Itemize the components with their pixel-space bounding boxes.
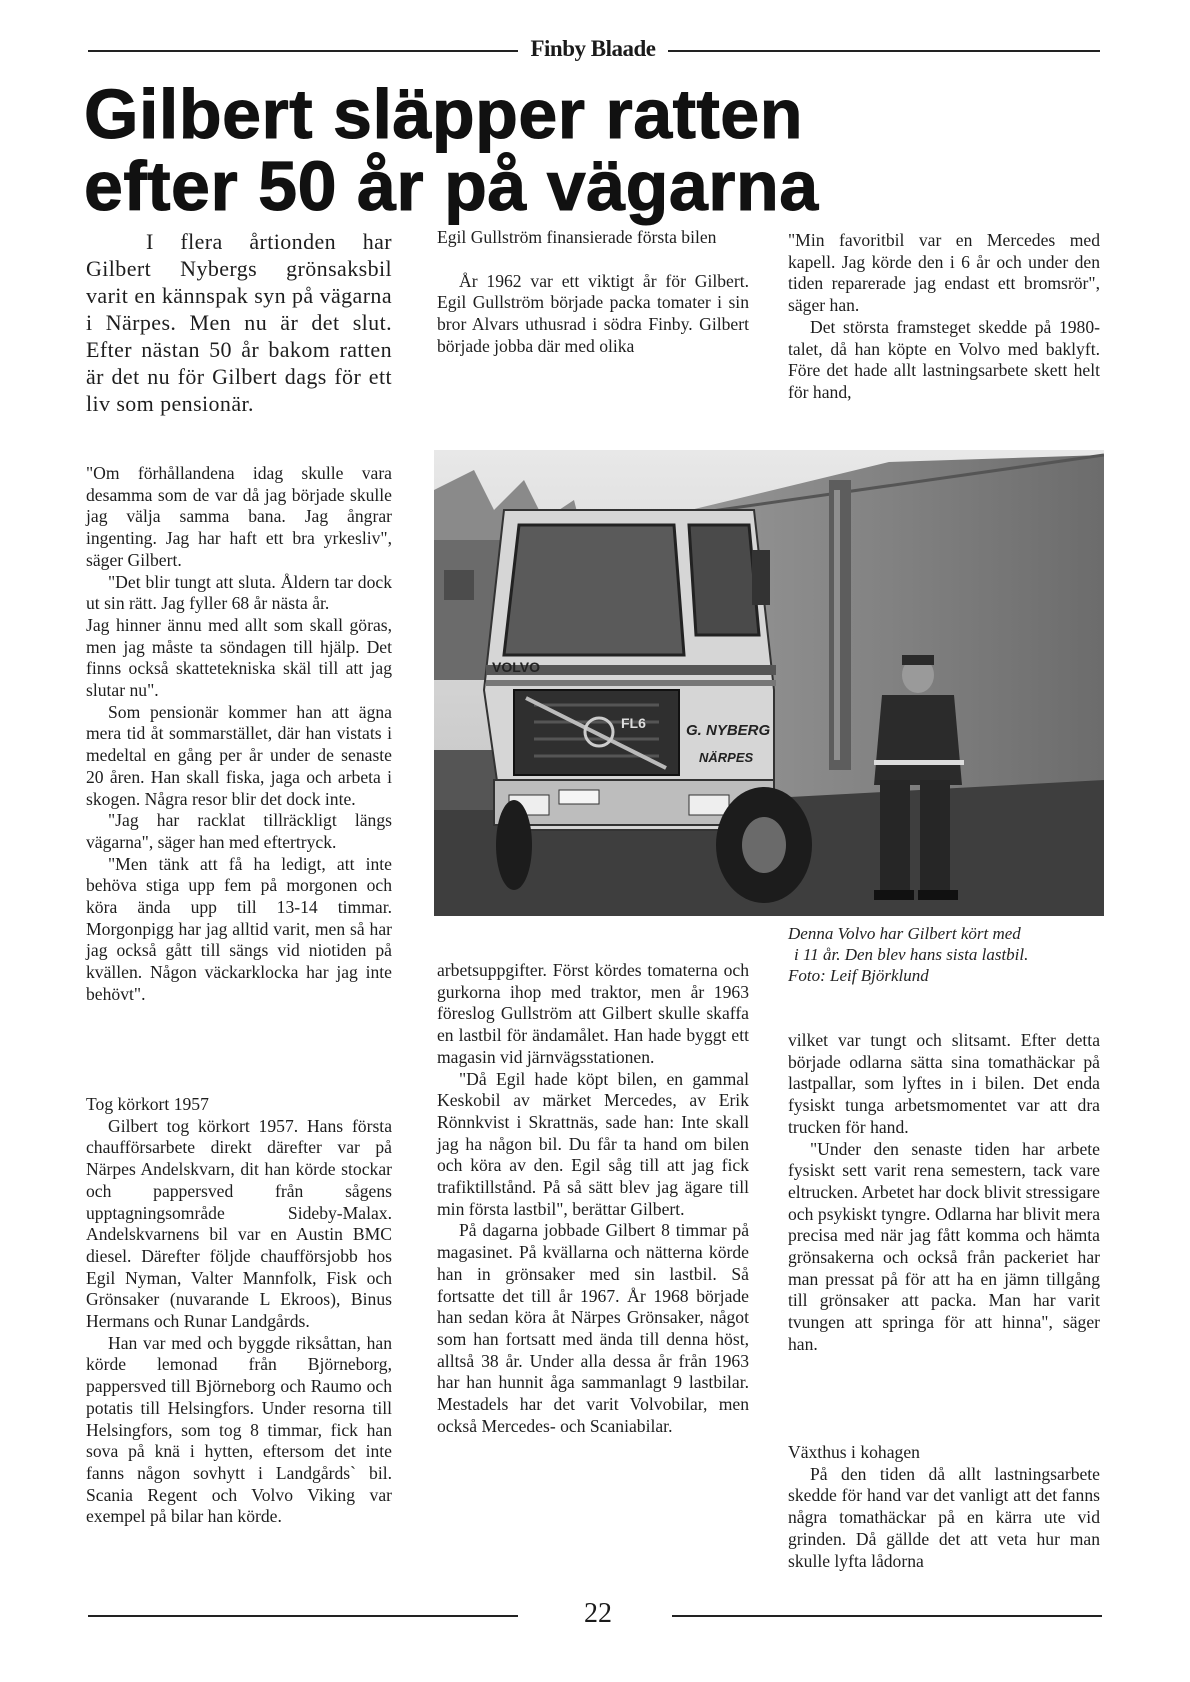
caption-line: Denna Volvo har Gilbert kört med xyxy=(788,924,1021,943)
column-1-section-2 xyxy=(86,1094,392,1528)
truck-photo xyxy=(434,450,1104,916)
paragraph: Som pensionär kommer han att ägna mera tid åt sommarstället, där han vistats i medeltal en gång per år under de senaste 20 åren. Han skall fiska, jaga och arbeta i skogen. Några resor blir det dock inte. xyxy=(86,701,392,809)
paragraph: Han var med och byggde riksåttan, han körde lemonad från Björneborg, pappersved till Björneborg och Raumo och potatis till Helsingfors. Under resorna till Helsingfors, som tog 8 timmar, fick han sova på knä i hytten, eftersom det inte fanns någon sovhytt i Landgårds` bil. Scania Regent och Volvo Viking var exempel på bilar han körde. xyxy=(86,1332,392,1527)
caption-credit: Foto: Leif Björklund xyxy=(788,966,929,985)
paragraph: På dagarna jobbade Gilbert 8 timmar på magasinet. På kvällarna och nätterna körde han in grönsaker med sin lastbil. Så fortsatte det till år 1967. År 1968 började han sedan köra åt Närpes Grönsaker, något som han fortsatt med ända till denna höst, alltså 38 år. Under alla dessa år från 1963 har han hunnit åga sammanlagt 9 lastbilar. Mestadels har det varit Volvobilar, men också Mercedes- och Scaniabilar. xyxy=(437,1220,749,1436)
page-number: 22 xyxy=(584,1598,612,1629)
column-3-section-2 xyxy=(788,1442,1100,1572)
column-3-bottom xyxy=(788,1030,1100,1356)
footer-rule-right xyxy=(672,1615,1102,1617)
paragraph: "Under den senaste tiden har arbete fysiskt sett varit rena semestern, tack vare eltrucken. Arbetet har dock blivit stressigare och psykiskt tyngre. Odlarna har blivit mera precisa med när jag fått komma och hämta grönsakerna och också från packeriet har man pressat på för att ha en jämn tillgång till grönsaker att packa. Man har varit tvungen att springa för att hinna", säger han. xyxy=(788,1138,1100,1354)
column-3-top xyxy=(788,230,1100,404)
volvo-badge: VOLVO xyxy=(492,659,540,675)
door-text-name: G. NYBERG xyxy=(686,722,771,739)
paragraph: Gilbert tog körkort 1957. Hans första chaufförsarbete direkt därefter var på Närpes Andelskvarn, dit han körde stockar och pappersved från sågens upptagningsområde Sideby-Malax. Andelskvarnens bil var en Austin BMC diesel. Därefter följde chaufförsjobb hos Egil Nyman, Valter Mannfolk, Fisk och Grönsaker (nuvarande L Ekroos), Binus Hermans och Runar Landgårds. xyxy=(86,1115,392,1332)
headline-line-1: Gilbert släpper ratten xyxy=(84,75,803,153)
paragraph: arbetsuppgifter. Först kördes tomaterna och gurkorna ihop med traktor, men år 1963 föreslog Gullström att Gilbert skulle skaffa en lastbil för ändamålet. Han hade byggt ett magasin vid järnvägsstationen. xyxy=(437,960,749,1067)
article-headline xyxy=(84,75,1084,225)
headline-line-2: efter 50 år på vägarna xyxy=(84,147,819,225)
paragraph: "Det blir tungt att sluta. Åldern tar dock ut sin rätt. Jag fyller 68 år nästa år. xyxy=(86,571,392,614)
caption-line: i 11 år. Den blev hans sista lastbil. xyxy=(794,945,1029,964)
article-lede xyxy=(86,228,392,417)
masthead-title: Finby Blaade xyxy=(530,36,656,61)
column-2-bottom xyxy=(437,960,749,1437)
paragraph: Det största framsteget skedde på 1980-talet, då han köpte en Volvo med baklyft. Före det hade allt lastningsarbete skett helt för hand, xyxy=(788,316,1100,402)
paragraph: "Om förhållandena idag skulle vara desamma som de var då jag började skulle jag välja samma bana. Jag ångrar ingenting. Jag har haft ett bra yrkesliv", säger Gilbert. xyxy=(86,463,392,570)
paragraph: "Min favoritbil var en Mercedes med kapell. Jag körde den i 6 år och under den tiden reparerade jag endast ett bromsrör", säger han. xyxy=(788,230,1100,316)
paragraph: "Då Egil hade köpt bilen, en gammal Keskobil av märket Mercedes, av Erik Rönnkvist i Skrattnäs, sade han: Inte skall jag ha någon bil. Du får ta hand om bilen och köra av den. Egil såg till att jag fick trafiktillstånd. På så sätt blev jag ägare till min första lastbil", berättar Gilbert. xyxy=(437,1068,749,1219)
paragraph: På den tiden då allt lastningsarbete skedde för hand var det vanligt att det fanns några tomathäckar på en kärra ute vid grinden. Då gällde det att veta hur man skulle lyfta lådorna xyxy=(788,1463,1100,1571)
model-badge: FL6 xyxy=(621,715,646,731)
paragraph: År 1962 var ett viktigt år för Gilbert. Egil Gullström började packa tomater i sin bror Alvars uthusrad i södra Finby. Gilbert började jobba där med olika xyxy=(437,270,749,356)
subhead-tog-korkort: Tog körkort 1957 xyxy=(86,1094,209,1114)
subhead-egil-gullstrom: Egil Gullström finansierade första bilen xyxy=(437,227,717,247)
lede-paragraph: I flera årtionden har Gilbert Nybergs grönsaksbil varit en kännspak syn på vägarna i Närpes. Men nu är det slut. Efter nästan 50 år bakom ratten är det nu för Gilbert dags för ett liv som pensionär. xyxy=(86,229,392,416)
subhead-vaxthus: Växthus i kohagen xyxy=(788,1442,920,1462)
masthead-rule-left xyxy=(88,50,518,52)
column-1-body xyxy=(86,463,392,1006)
paragraph: Jag hinner ännu med allt som skall göras, men jag måste ta söndagen till hjälp. Det finns också skattetekniska skäl till att jag slutar nu". xyxy=(86,614,392,701)
photo-caption xyxy=(788,923,1100,986)
paragraph: "Men tänk att få ha ledigt, att inte behöva stiga upp fem på morgonen och köra ända upp till 13-14 timmar. Morgonpigg har jag alltid varit, men så har jag också gått till sängs vid niotiden på kvällen. Någon väckarklocka har jag inte behövt". xyxy=(86,853,392,1004)
door-text-town: NÄRPES xyxy=(699,750,754,765)
footer-rule-left xyxy=(88,1615,518,1617)
column-2-top xyxy=(437,227,749,358)
paragraph: vilket var tungt och slitsamt. Efter detta började odlarna sätta sina tomathäckar på lastpallar, som lyftes in i bilen. Det enda fysiskt tunga arbetsmomentet var att dra trucken för hand. xyxy=(788,1030,1100,1137)
paragraph: "Jag har racklat tillräckligt längs vägarna", säger han med eftertryck. xyxy=(86,810,392,852)
masthead-rule-right xyxy=(668,50,1100,52)
